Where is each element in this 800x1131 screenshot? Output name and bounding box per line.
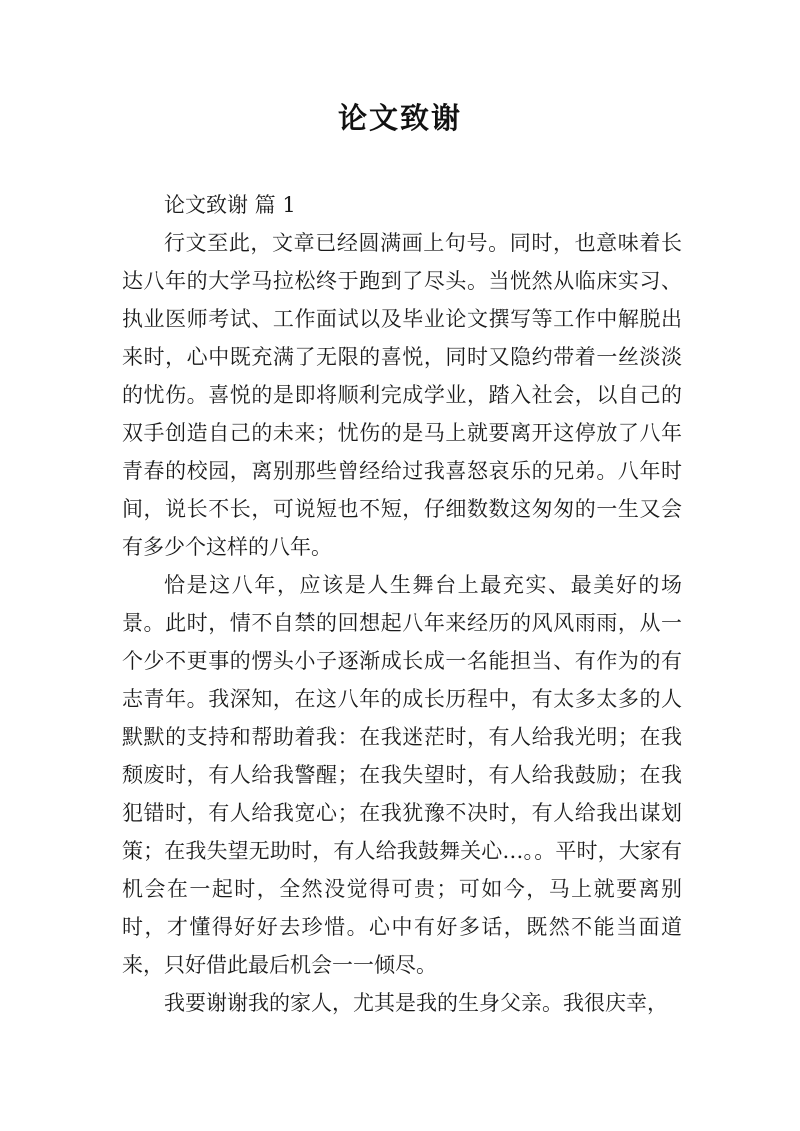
paragraph-1: 行文至此，文章已经圆满画上句号。同时，也意味着长达八年的大学马拉松终于跑到了尽头。当恍然从临床实习、执业医师考试、工作面试以及毕业论文撰写等工作中解脱出来时，心中既充满了无限的喜悦，同时又隐约带着一丝淡淡的忧伤。喜悦的是即将顺利完成学业，踏入社会，以自己的双手创造自己的未来；忧伤的是马上就要离开这停放了八年青春的校园，离别那些曾经给过我喜怒哀乐的兄弟。八年时间，说长不长，可说短也不短，仔细数数这匆匆的一生又会有多少个这样的八年。 — [122, 231, 682, 559]
paragraph-2: 恰是这八年，应该是人生舞台上最充实、最美好的场景。此时，情不自禁的回想起八年来经历的风风雨雨，从一个少不更事的愣头小子逐渐成长成一名能担当、有作为的有志青年。我深知，在这八年的成长历程中，有太多太多的人默默的支持和帮助着我：在我迷茫时，有人给我光明；在我颓废时，有人给我警醒；在我失望时，有人给我鼓励；在我犯错时，有人给我宽心；在我犹豫不决时，有人给我出谋划策；在我失望无助时，有人给我鼓舞关心…。。平时，大家有机会在一起时，全然没觉得可贵；可如今，马上就要离别时，才懂得好好去珍惜。心中有好多话，既然不能当面道来，只好借此最后机会一一倾尽。 — [122, 573, 682, 977]
document-body — [122, 186, 682, 1022]
section-heading: 论文致谢 篇 1 — [164, 193, 296, 217]
paragraph-3: 我要谢谢我的家人，尤其是我的生身父亲。我很庆幸， — [164, 991, 668, 1015]
page-title: 论文致谢 — [337, 101, 462, 135]
